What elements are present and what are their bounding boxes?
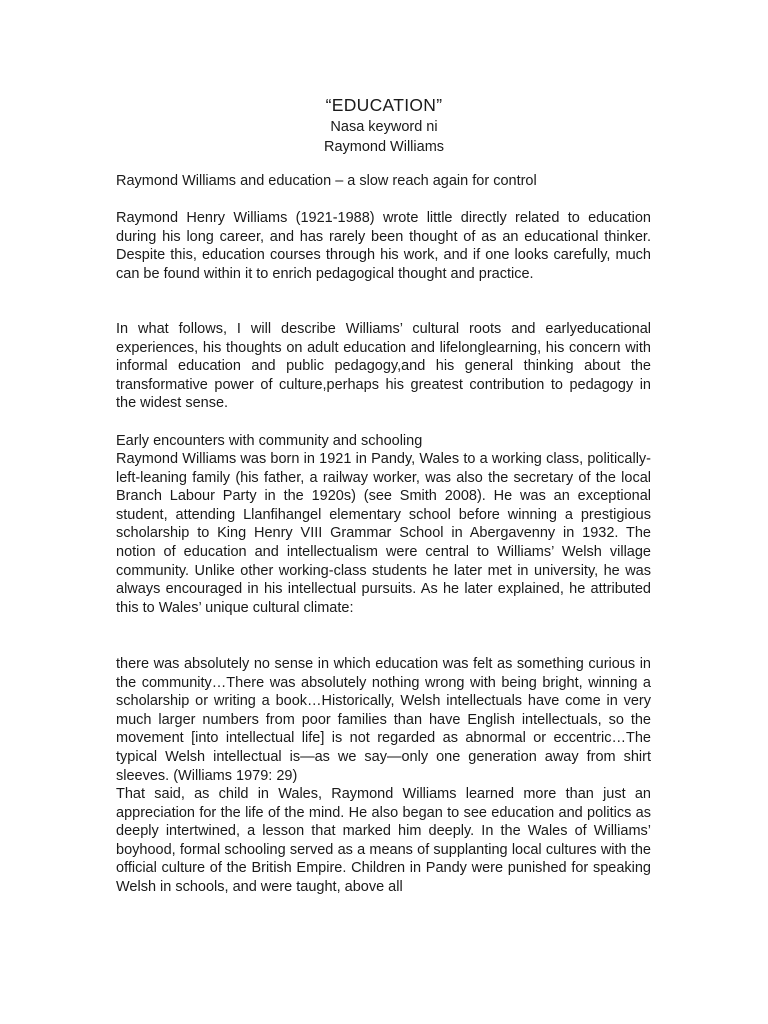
paragraph-wales-childhood: That said, as child in Wales, Raymond Williams learned more than just an appreciation for the life of the mind. He also began to see education and politics as deeply intertwined, a lesson that marked him deeply. In the Wales of Williams’ boyhood, formal schooling served as a means of supplanting local cultures with the official culture of the British Empire. Children in Pandy were punished for speaking Welsh in schools, and were taught, above all bbox=[116, 786, 651, 895]
paragraph-biography: Raymond Williams was born in 1921 in Pandy, Wales to a working class, politically-left-leaning family (his father, a railway worker, was also the secretary of the local Branch Labour Party in the 1920s) (see Smith 2008). He was an exceptional student, attending Llanfihangel elementary school before winning a prestigious scholarship to King Henry VIII Grammar School in Abergavenny in 1932. The notion of education and intellectualism were central to Williams’ Welsh village community. Unlike other working-class students he later met in university, he was always encouraged in his intellectual pursuits. As he later explained, he attributed this to Wales’ unique cultural climate: bbox=[116, 451, 651, 616]
document-title: “EDUCATION” bbox=[325, 95, 443, 115]
block-quote: there was absolutely no sense in which education was felt as something curious in the community…There was absolutely nothing wrong with being bright, winning a scholarship or writing a book…Historically, Welsh intellectuals have come in very much larger numbers from poor families than have English intellectuals, so the movement [into intellectual life] is not regarded as abnormal or eccentric…The typical Welsh intellectual is—as we say—only one generation away from shirt sleeves. (Williams 1979: 29) bbox=[116, 656, 651, 784]
document-subtitle-line-1: Nasa keyword ni bbox=[330, 119, 438, 135]
section-heading: Raymond Williams and education – a slow reach again for control bbox=[116, 173, 537, 189]
document-subtitle-line-2: Raymond Williams bbox=[323, 139, 445, 155]
subheading-early-encounters: Early encounters with community and schooling bbox=[116, 433, 423, 449]
paragraph-overview: In what follows, I will describe Williams’ cultural roots and earlyeducational experiences, his thoughts on adult education and lifelonglearning, his concern with informal education and public pedagogy,and his general thinking about the transformative power of culture,perhaps his greatest contribution to pedagogy in the widest sense. bbox=[116, 321, 651, 412]
document-header bbox=[0, 93, 768, 157]
paragraph-intro: Raymond Henry Williams (1921-1988) wrote little directly related to education during his long career, and has rarely been thought of as an educational thinker. Despite this, education courses through his work, and if one looks carefully, much can be found within it to enrich pedagogical thought and practice. bbox=[116, 210, 651, 282]
